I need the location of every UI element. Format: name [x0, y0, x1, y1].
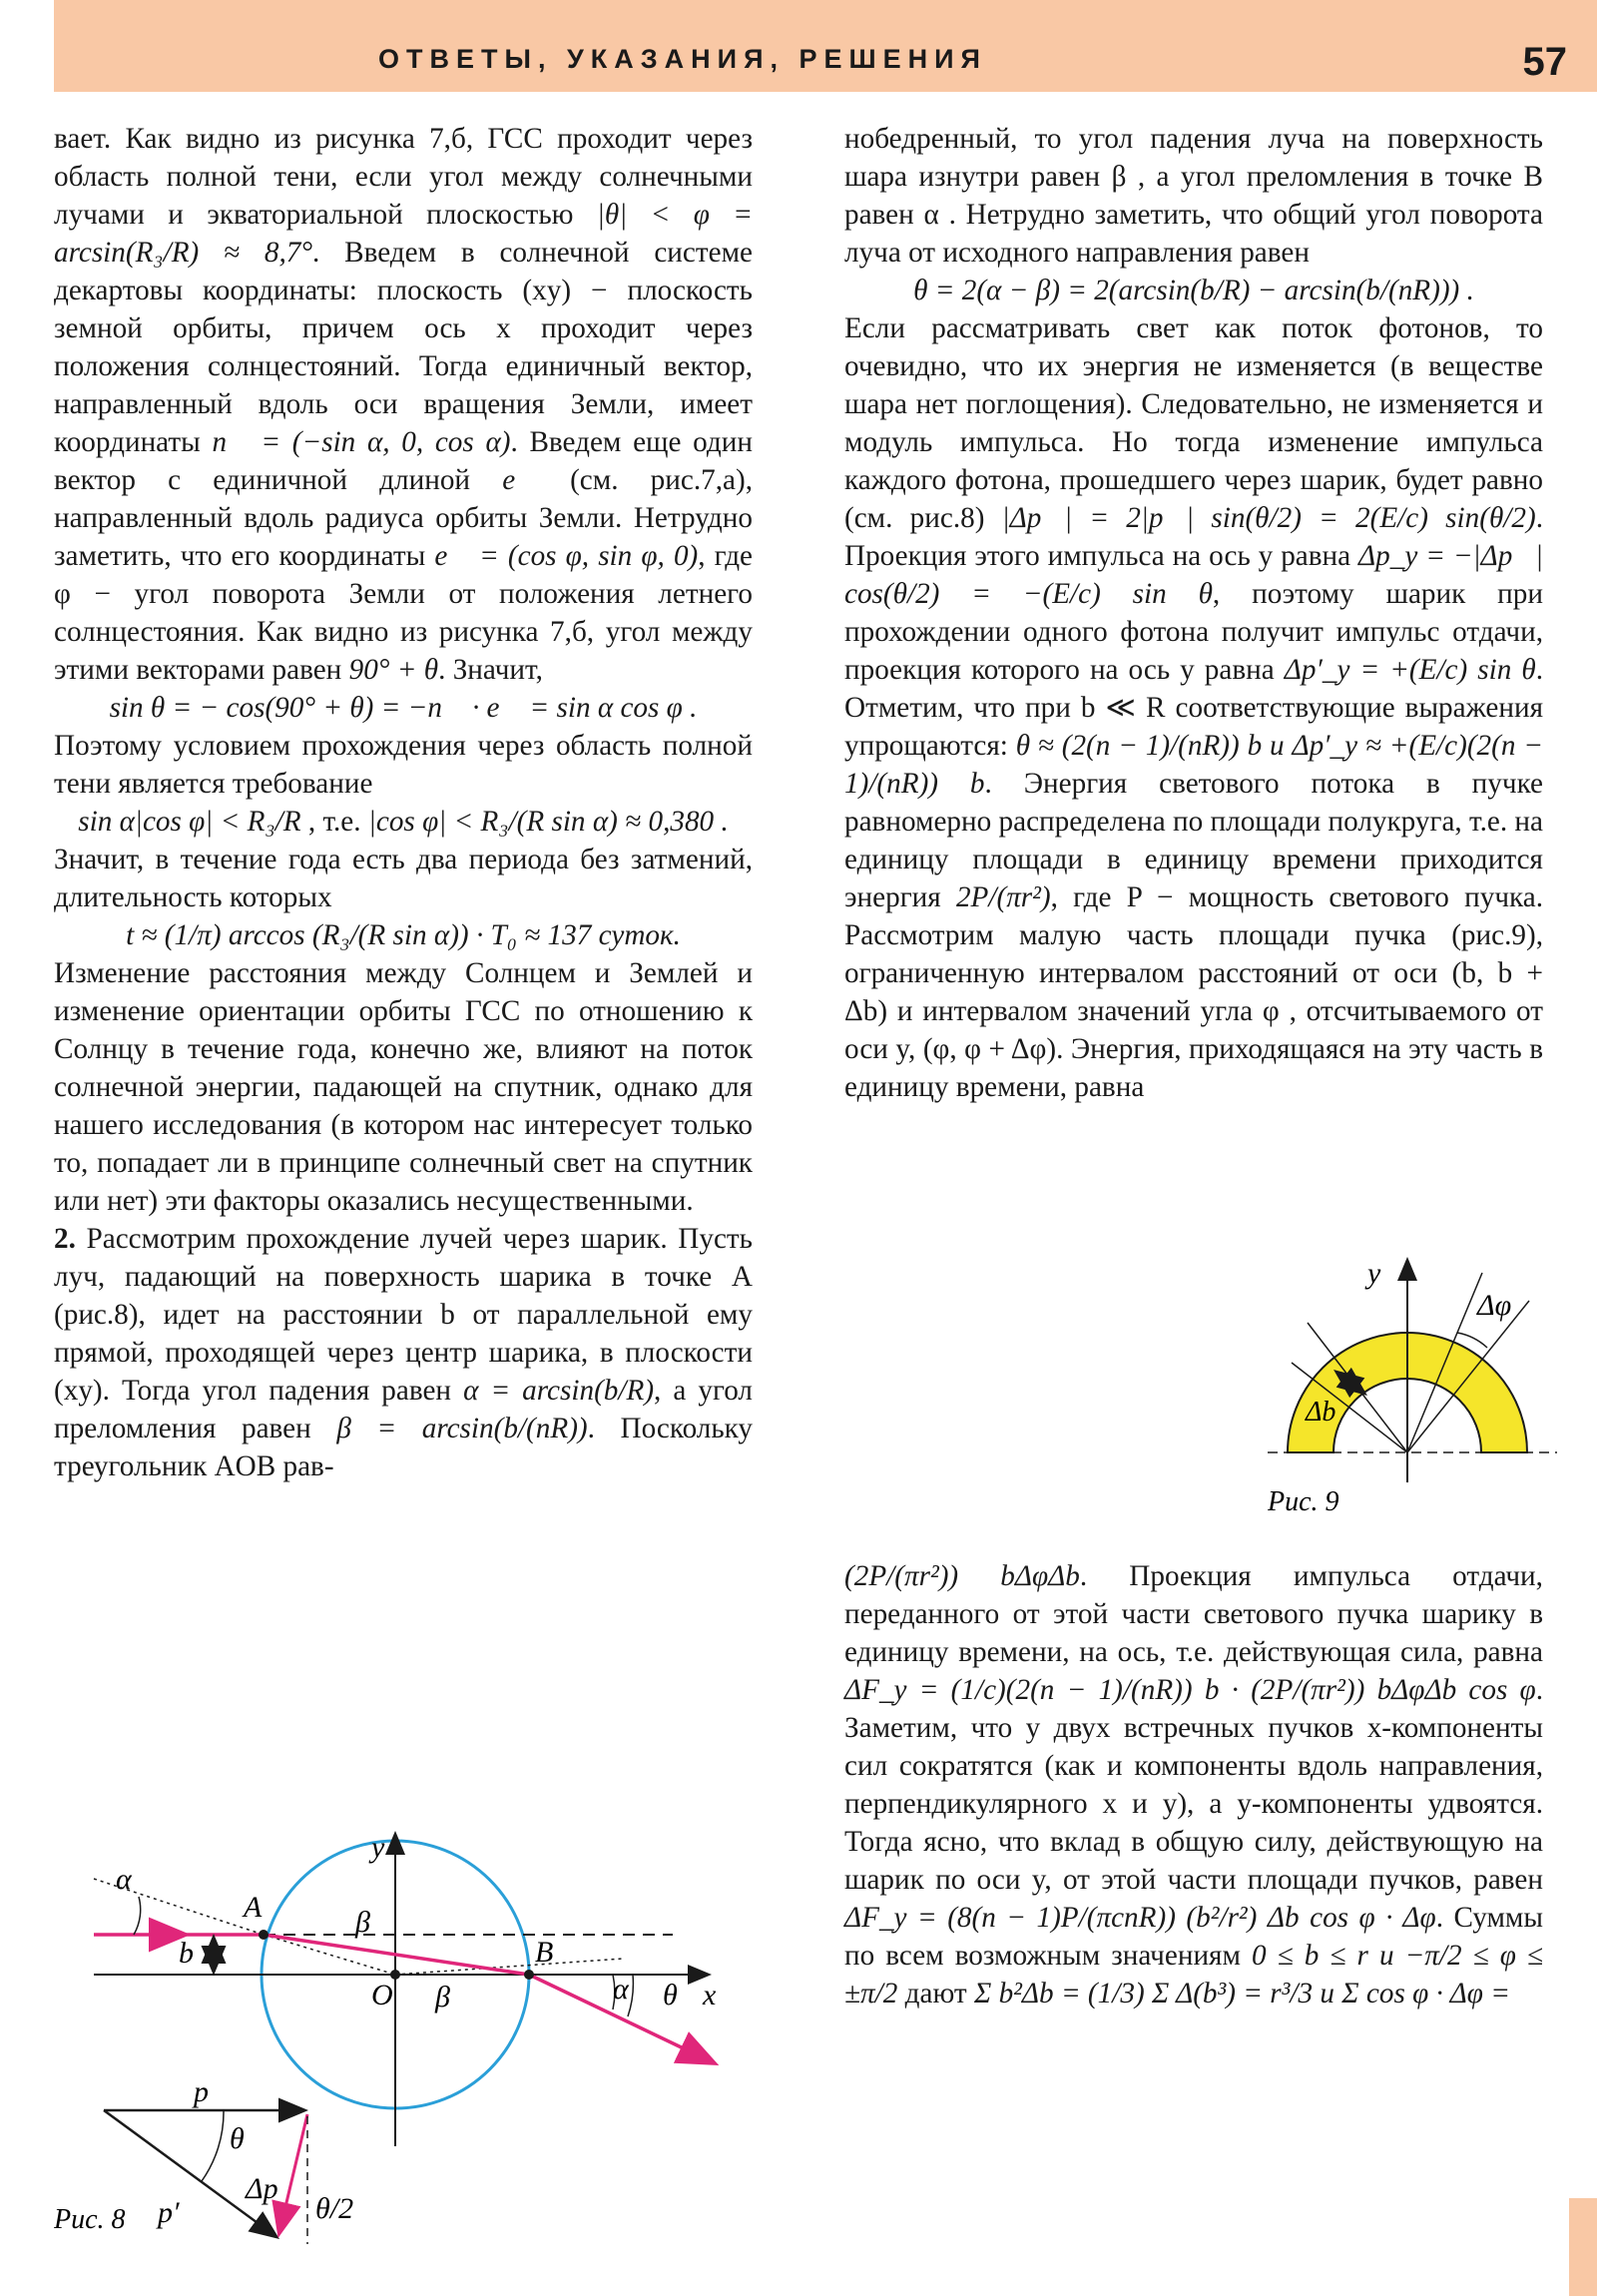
- text: , т.е.: [307, 806, 361, 838]
- page-header: [54, 0, 1597, 92]
- right-column-continued: [844, 1557, 1543, 2012]
- text: . Поскольку треугольник AOB рав-: [54, 1413, 754, 1482]
- theta-arc: [202, 2110, 224, 2181]
- text: Изменение расстояния между Солнцем и Землей и изменение ориентации орбиты ГСС по отношению к Солнцу в течение года, конечно же, влияют на поток солнечной энергии, падающей на спутник, однако для нашего исследования (в котором нас интересует только то, попадает ли в принципе солнечный свет на спутник или нет) эти факторы оказались несущественными.: [54, 957, 753, 1217]
- label-beta: β: [355, 1906, 370, 1939]
- alpha-arc: [134, 1897, 141, 1935]
- formula: Δp′_y = +(E/c) sin θ: [1284, 654, 1536, 686]
- formula: Σ b²Δb = (1/3) Σ Δ(b³) = r³/3 и Σ cos φ · Δφ =: [973, 1978, 1510, 2009]
- text: Поэтому условием прохождения через область полной тени является требование: [54, 730, 753, 800]
- formula: 2P/(πr²): [955, 881, 1051, 913]
- figure-9: [1268, 1253, 1557, 1532]
- text: Значит, в течение года есть два периода без затмений, длительность которых: [54, 844, 753, 913]
- inequality: [54, 803, 753, 841]
- paragraph: [54, 1220, 753, 1485]
- dp-vector: [279, 2114, 307, 2232]
- label-p: p: [194, 2075, 209, 2108]
- formula: n⃗ = (−sin α, 0, cos α): [212, 426, 511, 458]
- label-y: y: [1367, 1257, 1381, 1290]
- formula: sin α|cos φ| < R₃/R: [78, 806, 301, 838]
- label-dp: Δp: [246, 2172, 278, 2205]
- running-title: ОТВЕТЫ, УКАЗАНИЯ, РЕШЕНИЯ: [378, 44, 987, 74]
- label-db: Δb: [1306, 1397, 1336, 1428]
- label-beta: β: [435, 1981, 450, 2013]
- text: , а угол преломления равен: [54, 1375, 753, 1444]
- label-b: b: [179, 1937, 194, 1970]
- figure-caption: Рис. 9: [1268, 1486, 1339, 1517]
- text: . Энергия светового потока в пучке равномерно распределена по площади полукруга, т.е. на единицу площади в единицу времени приходится энергия: [844, 768, 1543, 913]
- formula: 0 ≤ b ≤ r и −π/2 ≤ φ ≤ ±π/2: [844, 1940, 1544, 2009]
- formula: |cos φ| < R₃/(R sin α) ≈ 0,380 .: [367, 806, 729, 838]
- equation-text: θ = 2(α − β) = 2(arcsin(b/R) − arcsin(b/(nR))) .: [913, 275, 1474, 306]
- text: . Отметим, что при b ≪ R соответствующие выражения упрощаются:: [844, 654, 1543, 762]
- formula: ΔF_y = (8(n − 1)P/(πcnR)) (b²/r²) Δb cos φ · Δφ: [844, 1902, 1436, 1934]
- formula: e⃗ = (cos φ, sin φ, 0): [434, 540, 699, 572]
- point-a: [259, 1930, 268, 1940]
- figure-caption: Рис. 8: [54, 2204, 126, 2235]
- formula: e⃗: [502, 464, 538, 496]
- text: . Заметим, что у двух встречных пучков x-компоненты сил сократятся (как и компоненты вдоль направления, перпендикулярного x и y), а y-компоненты удвоятся. Тогда ясно, что вклад в общую силу, действующую на шарик по оси y, от этой части площади пучков, равен: [844, 1674, 1543, 1896]
- text: . Суммы по всем возможным значениям: [844, 1902, 1543, 1972]
- theta-arc: [628, 1975, 633, 2016]
- equation: [54, 916, 753, 954]
- right-column: [844, 120, 1543, 1106]
- label-x: x: [703, 1979, 717, 2011]
- label-theta-half: θ/2: [315, 2192, 354, 2225]
- text: Если рассматривать свет как поток фотонов, то очевидно, что их энергия не изменяется (в веществе шара нет поглощения). Следовательно, не изменяется и модуль импульса. Но тогда изменение импульса каждого фотона, прошедшего через шарик, будет равно (см. рис.8): [844, 312, 1543, 534]
- text: . Проекция импульса отдачи, переданного от этой части светового пучка шарику в единицу времени, на ось, т.е. действующая сила, равна: [844, 1560, 1543, 1668]
- label-b-point: B: [535, 1936, 554, 1969]
- formula: β = arcsin(b/(nR)): [336, 1413, 588, 1444]
- label-y: y: [371, 1831, 385, 1864]
- formula: Δp_y = −|Δp⃗| cos(θ/2) = −(E/c) sin θ: [844, 540, 1544, 610]
- equation-text: t ≈ (1/π) arccos (R₃/(R sin α)) · T₀ ≈ 137 суток.: [126, 919, 681, 951]
- text: , где P − мощность светового пучка. Рассмотрим малую часть площади пучка (рис.9), ограниченную интервалом расстояний от оси (b, b + Δb) и интервалом значений угла φ , отсчитываемого от оси y, (φ, φ + Δφ). Энергия, приходящаяся на эту часть в единицу времени, равна: [844, 881, 1543, 1103]
- equation-text: sin θ = − cos(90° + θ) = −n⃗ · e⃗ = sin α cos φ .: [109, 692, 698, 724]
- text: вает. Как видно из рисунка 7,б, ГСС проходит через область полной тени, если угол между солнечными лучами и экваториальной плоскостью: [54, 123, 753, 231]
- formula: |Δp⃗| = 2|p⃗| sin(θ/2) = 2(E/c) sin(θ/2): [1001, 502, 1536, 534]
- paragraph: [54, 727, 753, 803]
- formula: α = arcsin(b/R): [463, 1375, 655, 1407]
- figure-8-diagram: [54, 1827, 753, 2246]
- text: нобедренный, то угол падения луча на поверхность шара изнутри равен β , а угол преломления в точке B равен α . Нетрудно заметить, что общий угол поворота луча от исходного направления равен: [844, 123, 1543, 269]
- point-b: [524, 1970, 534, 1980]
- label-theta: θ: [230, 2122, 245, 2155]
- text: . Введем еще один вектор с единичной длиной: [54, 426, 753, 496]
- figure-9-diagram: [1268, 1253, 1557, 1532]
- label-o: O: [371, 1979, 393, 2011]
- paragraph: [844, 309, 1543, 1106]
- left-column: [54, 120, 753, 1485]
- paragraph: [844, 1557, 1543, 2012]
- text: , поэтому шарик при прохождении одного фотона получит импульс отдачи, проекция которого на ось y равна: [844, 578, 1543, 686]
- label-dphi: Δφ: [1477, 1289, 1512, 1322]
- formula: 90° + θ: [348, 654, 439, 686]
- label-theta: θ: [663, 1979, 678, 2011]
- page-number: 57: [1522, 40, 1567, 84]
- text: . Введем в солнечной системе декартовы координаты: плоскость (xy) − плоскость земной орбиты, причем ось x проходит через положения солнцестояний. Тогда единичный вектор, направленный вдоль оси вращения Земли, имеет координаты: [54, 237, 753, 458]
- problem-number: 2.: [54, 1223, 76, 1255]
- radius-line: [264, 1935, 395, 1975]
- formula: θ ≈ (2(n − 1)/(nR)) b и Δp′_y ≈ +(E/c)(2(n − 1)/(nR)) b: [844, 730, 1543, 800]
- label-a: A: [244, 1891, 263, 1924]
- text: . Проекция этого импульса на ось y равна: [844, 502, 1543, 572]
- paragraph: [54, 954, 753, 1220]
- text: Рассмотрим прохождение лучей через шарик. Пусть луч, падающий на поверхность шарика в точке A (рис.8), идет на расстоянии b от параллельной ему прямой, проходящей через центр шарика, в плоскости (xy). Тогда угол падения равен: [54, 1223, 753, 1407]
- label-alpha: α: [613, 1973, 629, 2006]
- formula: |θ| < φ = arcsin(R₃/R) ≈ 8,7°: [54, 199, 753, 269]
- text: , где φ − угол поворота Земли от положения летнего солнцестояния. Как видно из рисунка 7,б, угол между этими векторами равен: [54, 540, 754, 686]
- formula: ΔF_y = (1/c)(2(n − 1)/(nR)) b · (2P/(πr²)) bΔφΔb cos φ: [844, 1674, 1536, 1706]
- label-p-prime: p′: [158, 2196, 180, 2229]
- paragraph: [54, 841, 753, 916]
- formula: (2P/(πr²)) bΔφΔb: [844, 1560, 1080, 1592]
- text: дают: [904, 1978, 967, 2009]
- equation: [54, 689, 753, 727]
- text: (см. рис.7,а), направленный вдоль радиуса орбиты Земли. Нетрудно заметить, что его координаты: [54, 464, 753, 572]
- corner-tab: [1569, 2198, 1597, 2296]
- paragraph: [844, 120, 1543, 272]
- text: . Значит,: [438, 654, 543, 686]
- paragraph: [54, 120, 753, 689]
- figure-8: [54, 1827, 753, 2246]
- label-alpha: α: [116, 1863, 132, 1896]
- equation: [844, 272, 1543, 309]
